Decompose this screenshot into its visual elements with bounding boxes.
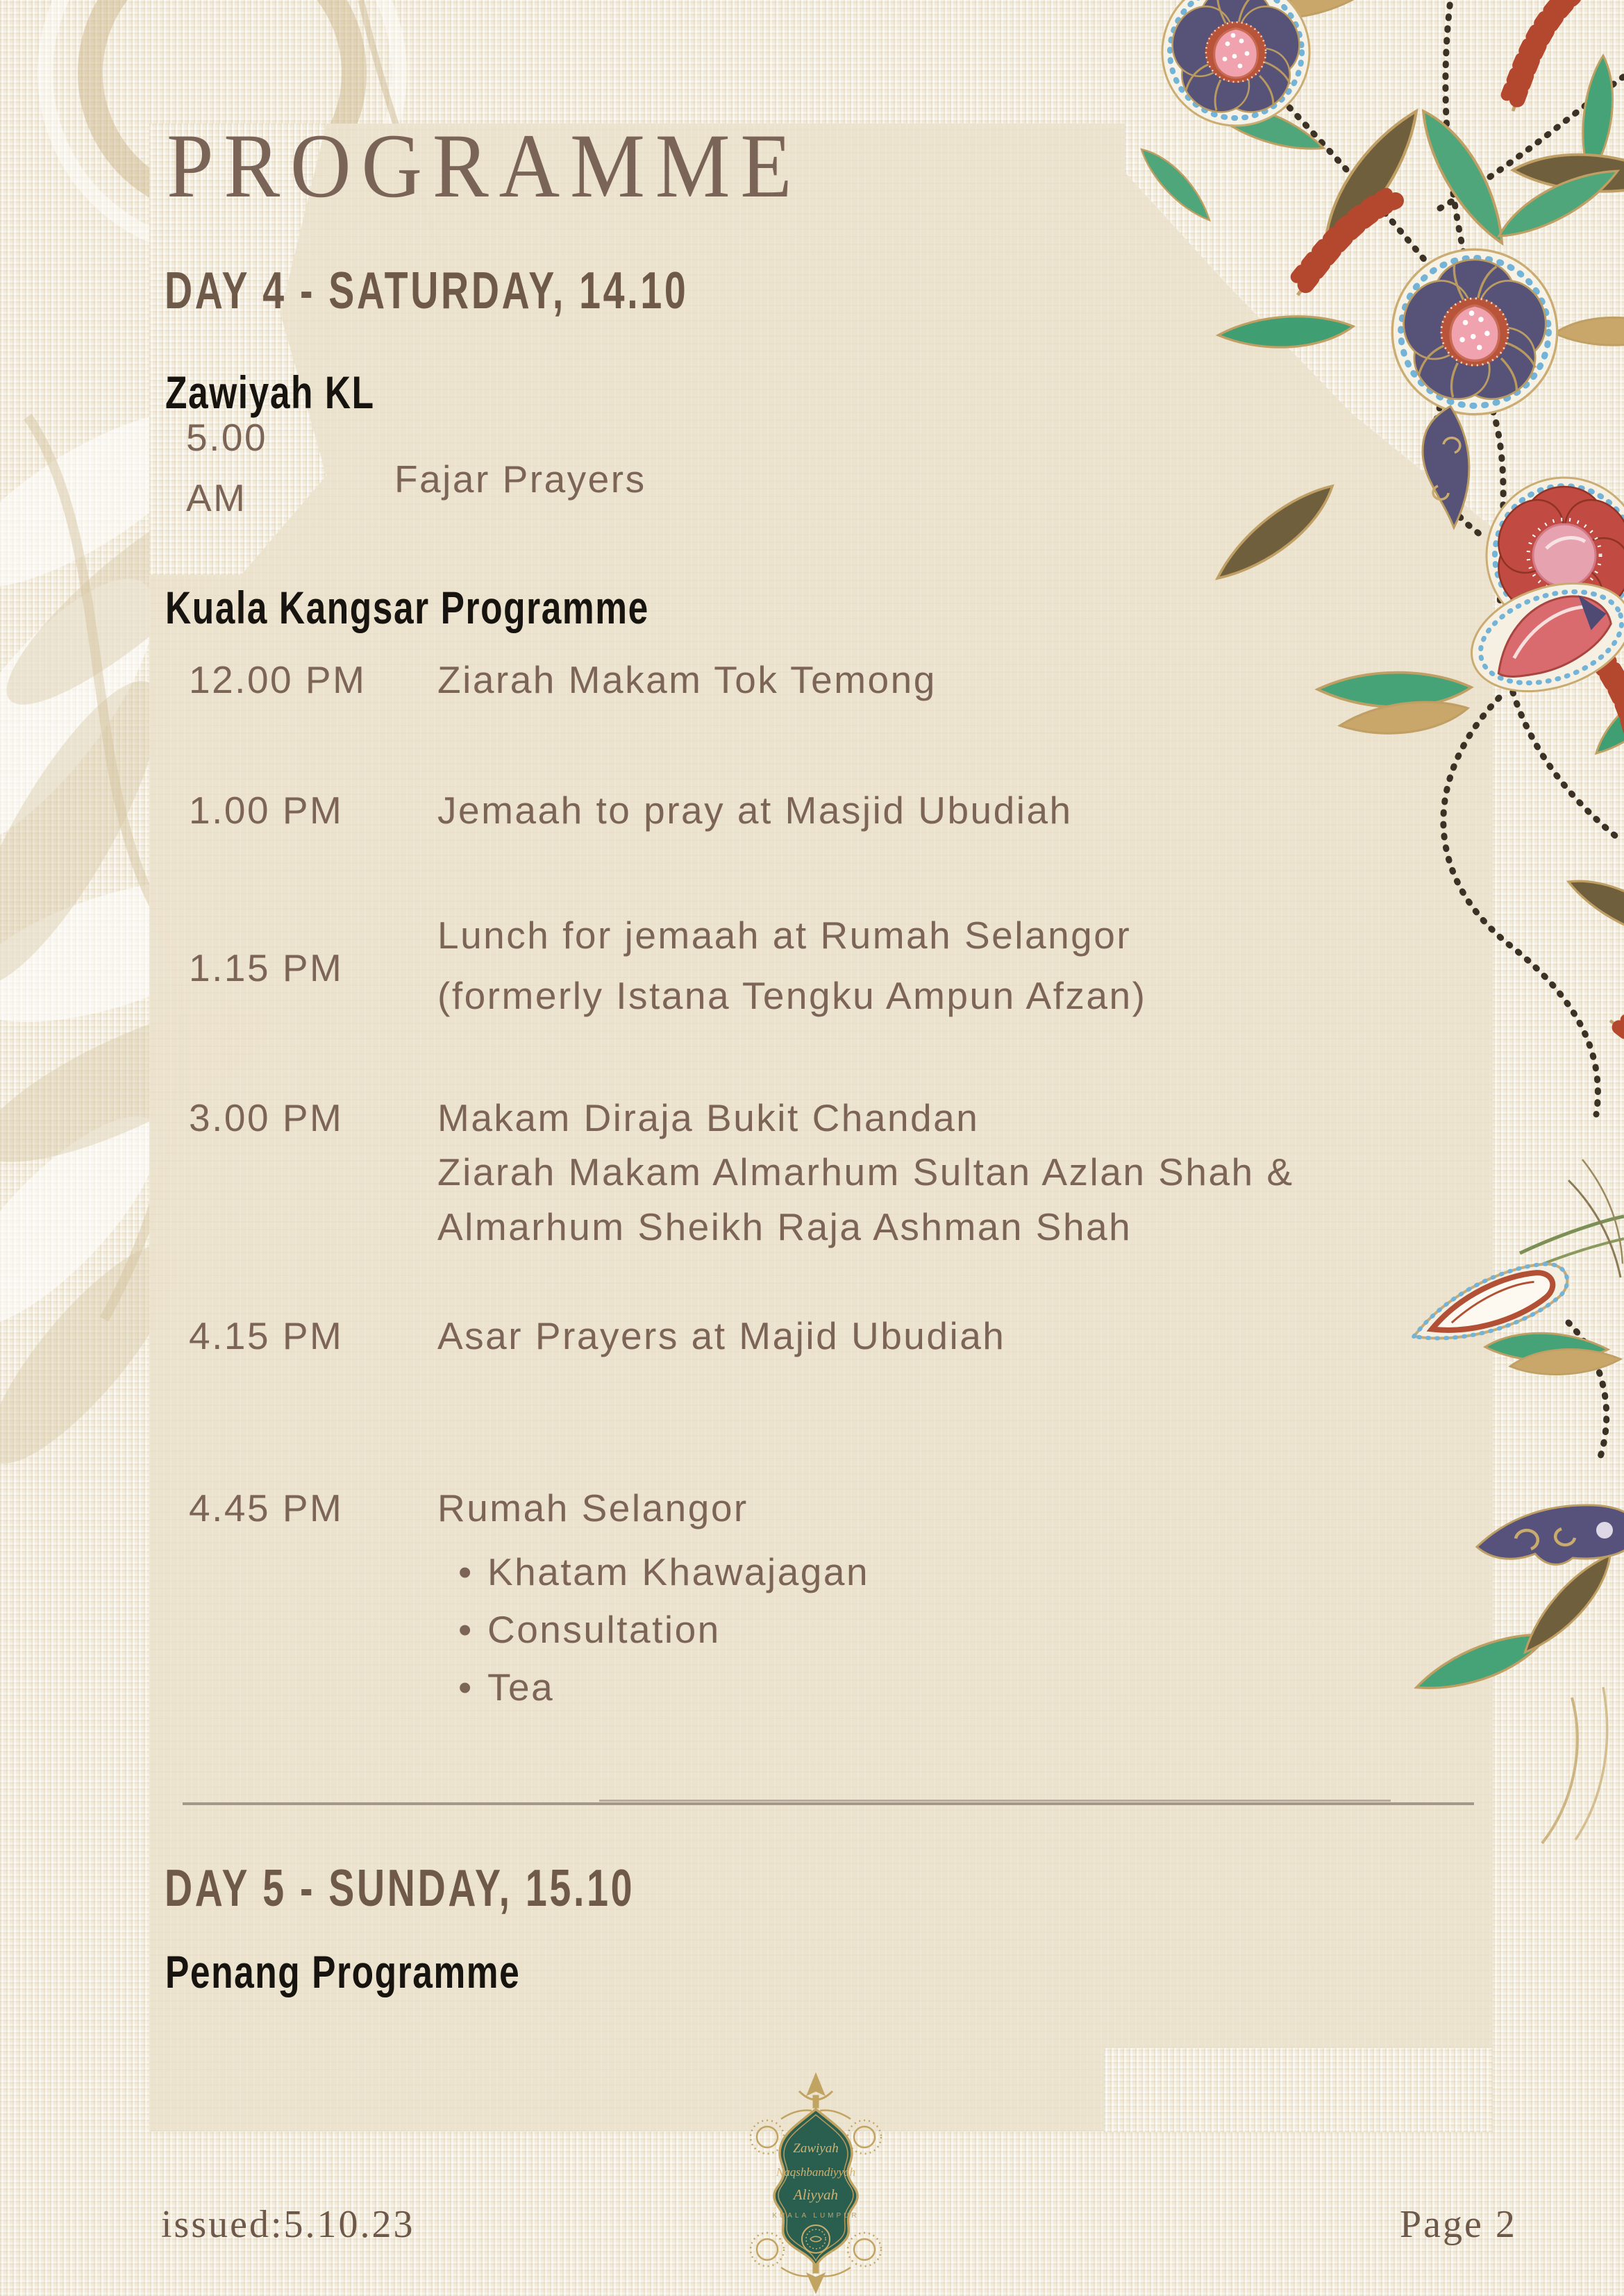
bullet-list-item <box>458 1550 869 1594</box>
logo-text-line3: Aliyyah <box>793 2186 839 2203</box>
batik-floral-border <box>1124 0 1624 1875</box>
bullet-item-label: Consultation <box>487 1608 721 1651</box>
section-header-kuala-kangsar: Kuala Kangsar Programme <box>165 582 649 633</box>
divider-line-highlight <box>599 1800 1391 1802</box>
time-label: 3.00 PM <box>189 1096 344 1139</box>
zawiyah-logo <box>733 2070 899 2296</box>
bullet-item-label: Khatam Khawajagan <box>487 1550 870 1593</box>
time-label: AM <box>186 476 247 519</box>
day5-heading: DAY 5 - SUNDAY, 15.10 <box>165 1859 635 1917</box>
batik-pendant-leaf-icon <box>1423 406 1469 528</box>
event-description: (formerly Istana Tengku Ampun Afzan) <box>437 974 1147 1017</box>
bullet-dot-icon: • <box>458 1608 474 1651</box>
time-label: 1.15 PM <box>189 946 344 989</box>
event-description: Makam Diraja Bukit Chandan <box>437 1096 980 1139</box>
time-label: 5.00 <box>186 416 268 459</box>
logo-text-city: KUALA LUMPUR <box>772 2212 860 2220</box>
time-label: 4.45 PM <box>189 1486 344 1530</box>
event-description: Rumah Selangor <box>437 1486 748 1530</box>
page-title: PROGRAMME <box>167 115 803 217</box>
event-description: Jemaah to pray at Masjid Ubudiah <box>437 789 1073 832</box>
logo-text-line1: Zawiyah <box>793 2141 839 2156</box>
time-label: 12.00 PM <box>189 658 367 701</box>
fabric-texture-footer-right <box>1104 2048 1493 2132</box>
event-description: Lunch for jemaah at Rumah Selangor <box>437 914 1132 957</box>
event-description: Almarhum Sheikh Raja Ashman Shah <box>437 1205 1132 1248</box>
batik-swirl-leaf-icon <box>1477 1505 1624 1565</box>
bullet-list-item <box>458 1607 721 1652</box>
section-header-zawiyah-kl: Zawiyah KL <box>165 367 375 418</box>
chain-stem-icon <box>1273 0 1624 1457</box>
issued-date: issued:5.10.23 <box>161 2203 415 2246</box>
batik-grass-icon <box>1520 1159 1624 1843</box>
batik-leaf-icon <box>1138 0 1624 1695</box>
bullet-list-item <box>458 1665 554 1709</box>
divider-line <box>183 1802 1474 1805</box>
logo-text-line2: Naqshbandiyyah <box>776 2165 856 2179</box>
event-description: Ziarah Makam Almarhum Sultan Azlan Shah & <box>437 1150 1294 1193</box>
page-number: Page 2 <box>1400 2203 1517 2246</box>
event-description: Ziarah Makam Tok Temong <box>437 658 937 701</box>
bullet-dot-icon: • <box>458 1666 474 1709</box>
section-header-penang: Penang Programme <box>165 1946 521 1997</box>
time-label: 1.00 PM <box>189 789 344 832</box>
batik-flower-icon <box>1392 249 1557 414</box>
event-description: Fajar Prayers <box>394 458 646 501</box>
bullet-dot-icon: • <box>458 1550 474 1593</box>
time-label: 4.15 PM <box>189 1314 344 1357</box>
event-description: Asar Prayers at Majid Ubudiah <box>437 1314 1006 1357</box>
day4-heading: DAY 4 - SATURDAY, 14.10 <box>165 261 689 319</box>
bullet-item-label: Tea <box>487 1666 555 1709</box>
